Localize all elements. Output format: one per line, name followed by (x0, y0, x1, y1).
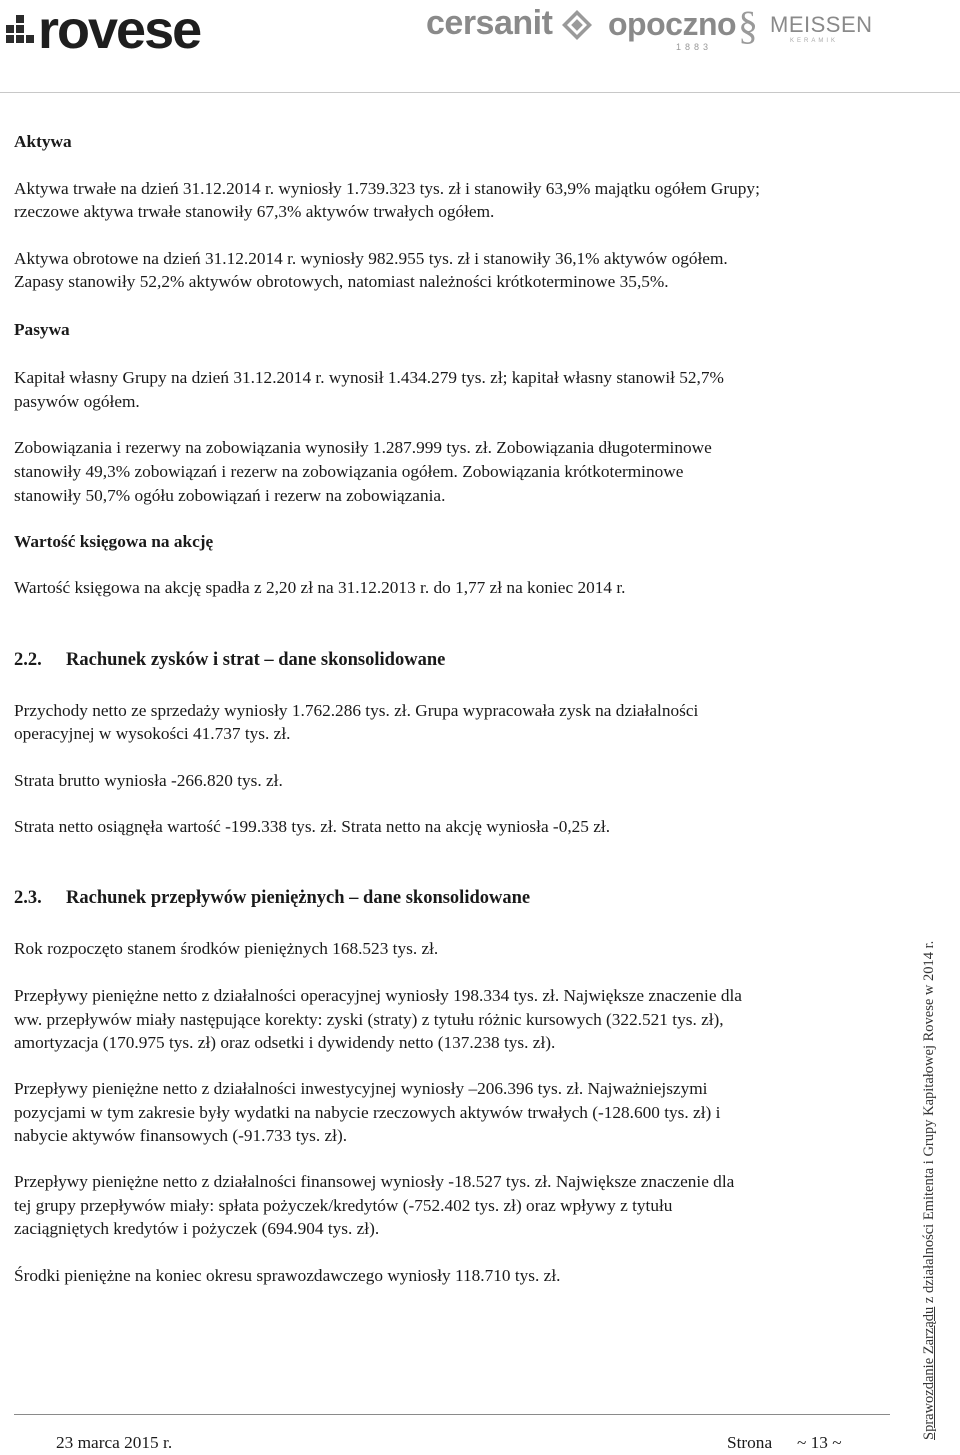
meissen-s-icon: § (738, 3, 758, 48)
logo-bar (0, 0, 960, 58)
meissen-logo: MEISSEN (770, 12, 873, 37)
income-statement-heading (14, 649, 890, 673)
footer-page-label: Strona (727, 1433, 773, 1452)
aktywa-paragraph-2-line-2: Zapasy stanowiły 52,2% aktywów obrotowych, natomiast należności krótkoterminowe 35,5%. (14, 272, 669, 291)
pasywa-heading: Pasywa (14, 320, 70, 339)
cash-flow-paragraph-2-line-3: amortyzacja (170.975 tys. zł) oraz odsetki i dywidendy netto (137.238 tys. zł). (14, 1033, 556, 1052)
opoczno-diamond-icon (562, 10, 592, 40)
opoczno-year: 1883 (676, 42, 713, 52)
cash-flow-title: Rachunek przepływów pieniężnych – dane skonsolidowane (66, 888, 531, 908)
cash-flow-paragraph-3-line-2: pozycjami w tym zakresie były wydatki na nabycie rzeczowych aktywów trwałych (-128.600 tys. zł) i (14, 1103, 721, 1122)
income-paragraph-3: Strata netto osiągnęła wartość -199.338 tys. zł. Strata netto na akcję wyniosła -0,25 zł. (14, 817, 611, 836)
cash-flow-paragraph-4-line-2: tej grupy przepływów miały: spłata pożyczek/kredytów (-752.402 tys. zł) oraz wpływy z tytułu (14, 1196, 673, 1215)
book-value-heading: Wartość księgowa na akcję (14, 532, 214, 551)
aktywa-paragraph-1-line-1: Aktywa trwałe na dzień 31.12.2014 r. wyniosły 1.739.323 tys. zł i stanowiły 63,9% majątku ogółem Grupy; (14, 179, 760, 198)
meissen-subtitle: KERAMIK (790, 38, 839, 44)
report-side-title (921, 940, 947, 1440)
cash-flow-number: 2.3. (14, 888, 42, 908)
rovese-mark-icon (6, 15, 36, 45)
income-paragraph-1-line-2: operacyjnej w wysokości 41.737 tys. zł. (14, 724, 291, 743)
cash-flow-paragraph-1: Rok rozpoczęto stanem środków pieniężnych 168.523 tys. zł. (14, 939, 439, 958)
pasywa-paragraph-2-line-2: stanowiły 49,3% zobowiązań i rezerw na zobowiązania ogółem. Zobowiązania krótkoterminowe (14, 462, 684, 481)
pasywa-paragraph-2-line-3: stanowiły 50,7% ogółu zobowiązań i rezerw na zobowiązania. (14, 486, 446, 505)
opoczno-logo: opoczno (608, 6, 737, 42)
book-value-paragraph: Wartość księgowa na akcję spadła z 2,20 zł na 31.12.2013 r. do 1,77 zł na koniec 2014 r. (14, 578, 626, 597)
cash-flow-paragraph-2-line-2: ww. przepływów miały następujące korekty: zyski (straty) z tytułu różnic kursowych (322.521 tys. zł), (14, 1010, 724, 1029)
header-divider (0, 92, 960, 93)
aktywa-paragraph-1-line-2: rzeczowe aktywa trwałe stanowiły 67,3% aktywów trwałych ogółem. (14, 202, 495, 221)
rovese-logo (6, 0, 201, 60)
footer-page-number: ~ 13 ~ (797, 1433, 842, 1452)
cash-flow-paragraph-4-line-3: zaciągniętych kredytów i pożyczek (694.904 tys. zł). (14, 1219, 380, 1238)
income-paragraph-1-line-1: Przychody netto ze sprzedaży wyniosły 1.762.286 tys. zł. Grupa wypracowała zysk na działalności (14, 701, 699, 720)
cash-flow-paragraph-3-line-3: nabycie aktywów finansowych (-91.733 tys. zł). (14, 1126, 348, 1145)
side-title-part-3: 2014 r. (921, 940, 937, 981)
income-statement-title: Rachunek zysków i strat – dane skonsolidowane (66, 650, 446, 670)
cersanit-logo: cersanit (426, 4, 553, 42)
pasywa-paragraph-2-line-1: Zobowiązania i rezerwy na zobowiązania wynosiły 1.287.999 tys. zł. Zobowiązania długoterminowe (14, 438, 712, 457)
cash-flow-paragraph-3-line-1: Przepływy pieniężne netto z działalności inwestycyjnej wyniosły –206.396 tys. zł. Najważniejszymi (14, 1079, 708, 1098)
side-title-part-1: Sprawozdanie Zarządu (921, 1306, 937, 1440)
rovese-logo-text: rovese (38, 0, 201, 60)
cash-flow-paragraph-4-line-1: Przepływy pieniężne netto z działalności finansowej wyniosły -18.527 tys. zł. Największe znaczenie dla (14, 1172, 735, 1191)
aktywa-paragraph-2-line-1: Aktywa obrotowe na dzień 31.12.2014 r. wyniosły 982.955 tys. zł i stanowiły 36,1% aktywów ogółem. (14, 249, 728, 268)
footer-divider (14, 1414, 890, 1415)
pasywa-paragraph-1-line-1: Kapitał własny Grupy na dzień 31.12.2014 r. wynosił 1.434.279 tys. zł; kapitał własny stanowił 52,7% (14, 368, 724, 387)
cash-flow-paragraph-2-line-1: Przepływy pieniężne netto z działalności operacyjnej wyniosły 198.334 tys. zł. Największe znaczenie dla (14, 986, 742, 1005)
side-title-part-2: z działalności Emitenta i Grupy Kapitałowej Rovese w (921, 980, 937, 1307)
cash-flow-paragraph-5: Środki pieniężne na koniec okresu sprawozdawczego wyniosły 118.710 tys. zł. (14, 1266, 561, 1285)
pasywa-paragraph-1-line-2: pasywów ogółem. (14, 392, 140, 411)
income-statement-number: 2.2. (14, 650, 42, 670)
income-paragraph-2: Strata brutto wyniosła -266.820 tys. zł. (14, 771, 283, 790)
footer-date: 23 marca 2015 r. (56, 1433, 173, 1452)
aktywa-heading: Aktywa (14, 132, 72, 151)
cash-flow-heading (14, 887, 890, 911)
